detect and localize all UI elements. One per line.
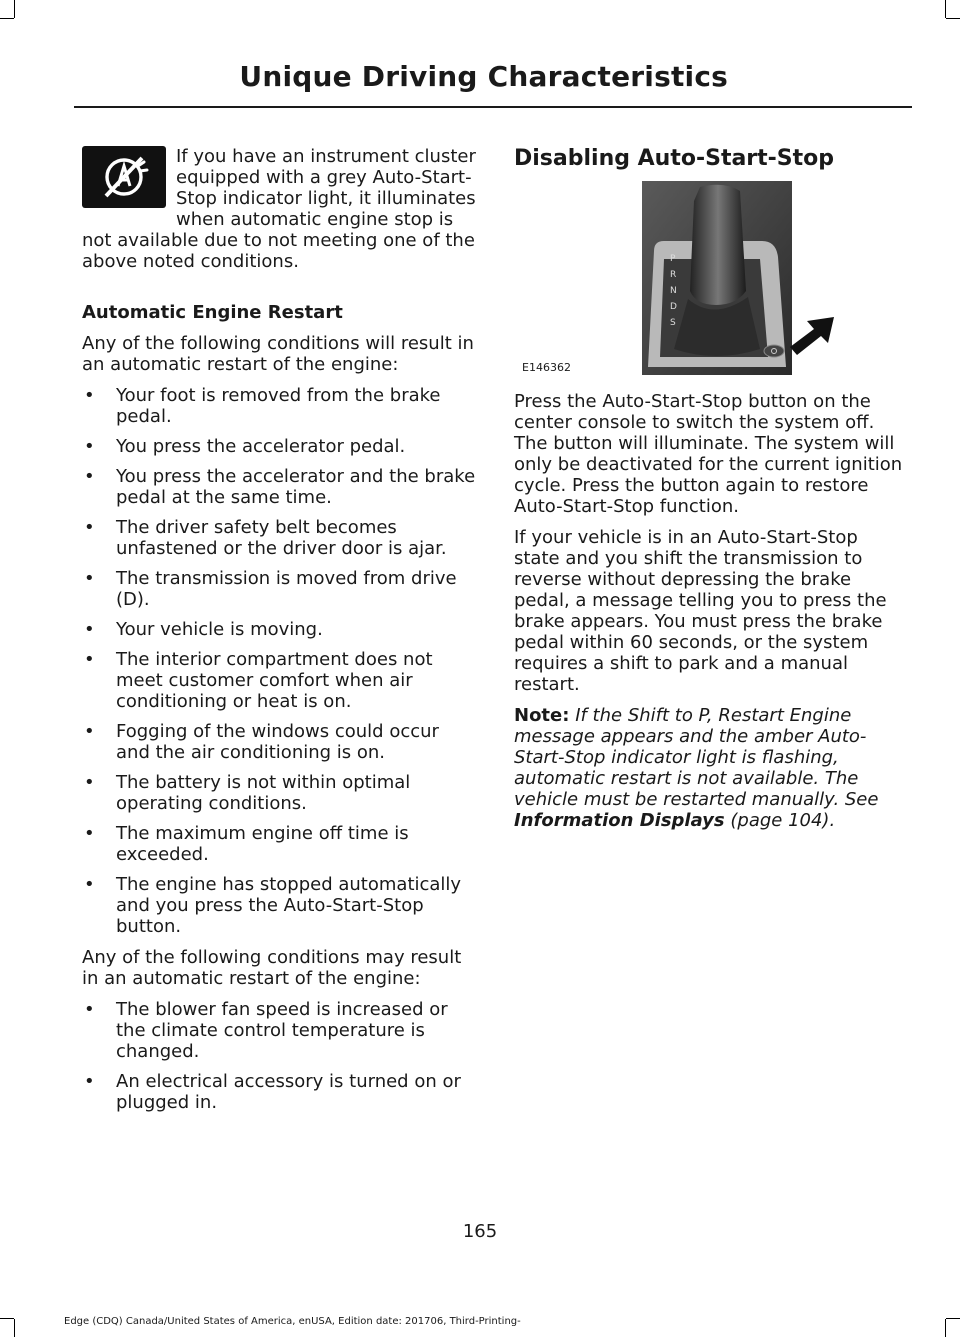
page-header-title: Unique Driving Characteristics bbox=[239, 60, 728, 93]
crop-mark bbox=[945, 0, 946, 18]
note bbox=[514, 705, 908, 831]
crop-mark bbox=[945, 1319, 946, 1337]
crop-mark bbox=[0, 1318, 14, 1319]
intro-text: If you have an instrument cluster equipped with a grey Auto-Start-Stop indicator light, it illuminates when automatic engine stop is not available due to not meeting one of the above noted conditions. bbox=[82, 146, 476, 272]
list-item: • The battery is not within optimal operating conditions. bbox=[82, 772, 478, 814]
will-restart-list bbox=[82, 385, 478, 937]
may-restart-list bbox=[82, 999, 478, 1113]
list-item: • Your vehicle is moving. bbox=[82, 619, 478, 640]
information-displays-link[interactable]: Information Displays bbox=[514, 810, 725, 831]
list-item: • An electrical accessory is turned on or plugged in. bbox=[82, 1071, 478, 1113]
list-item: • Fogging of the windows could occur and the air conditioning is on. bbox=[82, 721, 478, 763]
list-item: • The blower fan speed is increased or the climate control temperature is changed. bbox=[82, 999, 478, 1062]
reverse-shift-paragraph: If your vehicle is in an Auto-Start-Stop state and you shift the transmission to reverse without depressing the brake pedal, a message telling you to press the brake appears. You must press the brake pedal within 60 seconds, or the system requires a shift to park and a manual restart. bbox=[514, 527, 887, 695]
crop-mark bbox=[0, 18, 14, 19]
gear-label: N bbox=[670, 286, 677, 296]
disable-paragraph: Press the Auto-Start-Stop button on the center console to switch the system off. The button will illuminate. The system will only be deactivated for the current ignition cycle. Press the button again to restore Auto-Start-Stop function. bbox=[514, 391, 903, 517]
page-reference: (page 104). bbox=[730, 810, 836, 831]
console-figure bbox=[514, 181, 908, 377]
restart-heading: Automatic Engine Restart bbox=[82, 302, 343, 323]
right-column bbox=[514, 146, 908, 841]
auto-start-stop-off-indicator-icon bbox=[82, 146, 166, 208]
crop-mark bbox=[946, 18, 960, 19]
list-item: • The engine has stopped automatically and you press the Auto-Start-Stop button. bbox=[82, 874, 478, 937]
note-label: Note: bbox=[514, 705, 570, 726]
header-rule bbox=[74, 106, 912, 108]
gear-label: D bbox=[670, 302, 677, 312]
crop-mark bbox=[14, 1319, 15, 1337]
crop-mark bbox=[946, 1318, 960, 1319]
section-title: Disabling Auto-Start-Stop bbox=[514, 146, 835, 171]
list-item: • The driver safety belt becomes unfastened or the driver door is ajar. bbox=[82, 517, 478, 559]
may-restart-intro: Any of the following conditions may result in an automatic restart of the engine: bbox=[82, 947, 462, 989]
list-item: • The maximum engine off time is exceeded. bbox=[82, 823, 478, 865]
list-item: • The interior compartment does not meet customer comfort when air conditioning or heat is on. bbox=[82, 649, 478, 712]
will-restart-intro: Any of the following conditions will result in an automatic restart of the engine: bbox=[82, 333, 474, 375]
left-column bbox=[82, 146, 478, 1123]
note-text: If the Shift to P, Restart Engine message appears and the amber Auto-Start-Stop indicator light is flashing, automatic restart is not available. The vehicle must be restarted manually. See bbox=[514, 705, 879, 810]
footer-edition: Edge (CDQ) Canada/United States of America, enUSA, Edition date: 201706, Third-Printing- bbox=[64, 1316, 521, 1327]
list-item: • The transmission is moved from drive (D). bbox=[82, 568, 478, 610]
list-item: • Your foot is removed from the brake pedal. bbox=[82, 385, 478, 427]
indicator-intro bbox=[82, 146, 478, 272]
gear-label: P bbox=[670, 254, 676, 264]
page-number: 165 bbox=[462, 1221, 498, 1242]
list-item: • You press the accelerator and the brake pedal at the same time. bbox=[82, 466, 478, 508]
list-item: • You press the accelerator pedal. bbox=[82, 436, 478, 457]
figure-id: E146362 bbox=[522, 361, 571, 374]
center-console-illustration bbox=[514, 181, 908, 377]
gear-label: R bbox=[670, 270, 677, 280]
crop-mark bbox=[14, 0, 15, 18]
gear-label: S bbox=[670, 318, 676, 328]
